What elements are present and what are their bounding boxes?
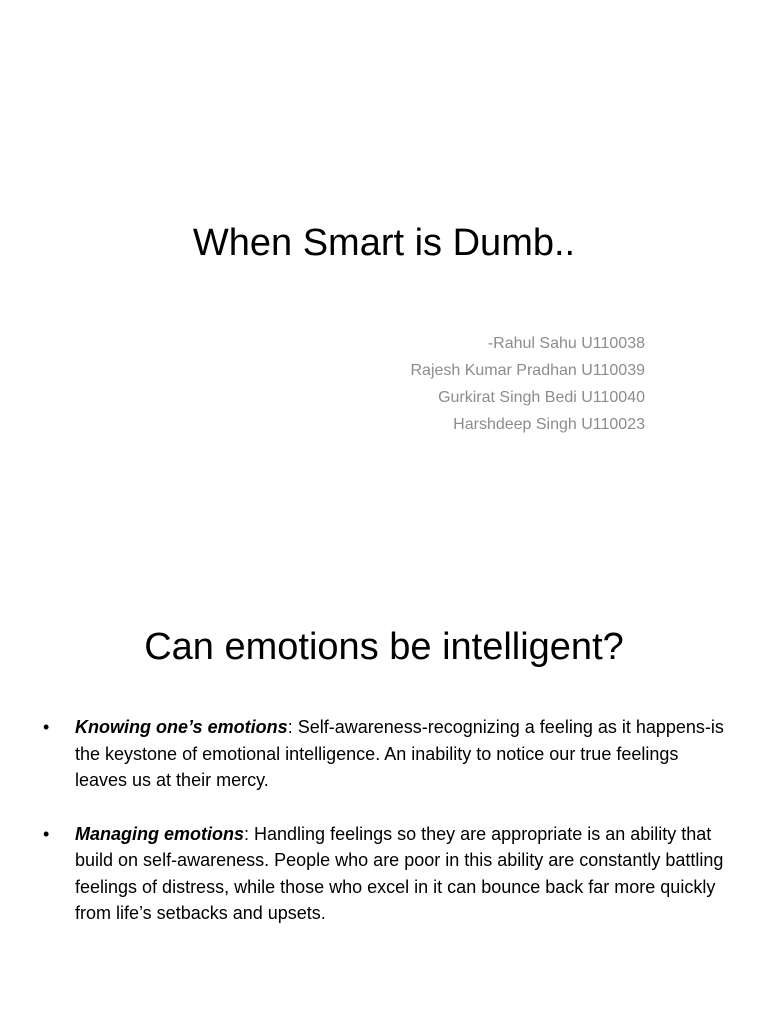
slide-title: Can emotions be intelligent? xyxy=(144,626,624,668)
bullet-term: Knowing one’s emotions xyxy=(75,717,288,737)
author-list xyxy=(410,330,645,438)
author-line: -Rahul Sahu U110038 xyxy=(487,335,645,352)
author-line: Rajesh Kumar Pradhan U110039 xyxy=(410,362,645,379)
author-line: Gurkirat Singh Bedi U110040 xyxy=(438,389,645,406)
bullet-item xyxy=(40,821,730,927)
bullet-text: : Handling feelings so they are appropriate is an ability that build on self-awareness. People who are poor in this ability are constantly battling feelings of distress, while those who excel in it can bounce back far more quickly from life’s setbacks and upsets. xyxy=(75,823,724,923)
bullet-term: Managing emotions xyxy=(75,823,245,844)
content-slide xyxy=(0,590,768,1024)
bullet-text: : Self-awareness-recognizing a feeling as it happens-is the keystone of emotional intelligence. An inability to notice our true feelings leaves us at their mercy. xyxy=(75,717,724,790)
bullet-icon: • xyxy=(43,823,50,844)
bullet-item xyxy=(40,714,730,794)
bullet-icon: • xyxy=(43,717,50,737)
bullet-list xyxy=(40,714,730,954)
presentation-title: When Smart is Dumb.. xyxy=(192,222,576,264)
author-line: Harshdeep Singh U110023 xyxy=(453,416,645,433)
